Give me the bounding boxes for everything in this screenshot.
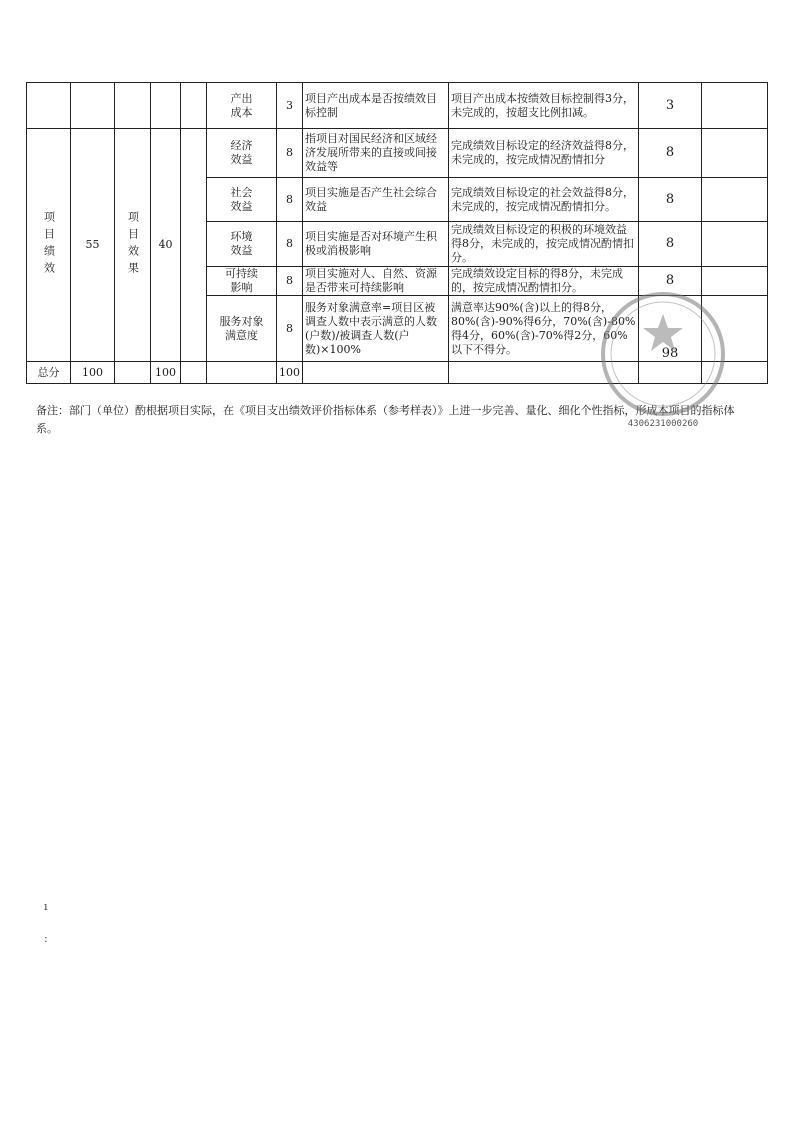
scoring-criteria-cell: 项目产出成本按绩效目标控制得3分，未完成的，按超支比例扣减。 [449, 83, 639, 129]
remarks-note: 备注：部门（单位）酌根据项目实际，在《项目支出绩效评价指标体系（参考样表）》上进一步完善、量化、细化个性指标，形成本项目的指标体系。 [36, 404, 735, 435]
weight-cell: 8 [277, 222, 303, 267]
scan-mark: ı [44, 900, 48, 913]
weight-cell: 8 [277, 178, 303, 222]
weight-cell: 8 [277, 267, 303, 296]
scan-mark: : [44, 932, 48, 945]
scoring-criteria-cell: 完成绩效目标设定的社会效益得8分，未完成的，按完成情况酌情扣分。 [449, 178, 639, 222]
table-row [27, 129, 768, 178]
sub-indicator-cell: 社会 效益 [207, 178, 277, 222]
weight-cell: 3 [277, 83, 303, 129]
table-row [27, 83, 768, 129]
score-cell: 8 [639, 178, 702, 222]
group-weight-40: 40 [151, 129, 181, 362]
group-label-effect: 项目效果 [115, 129, 151, 362]
total-label: 总分 [27, 362, 71, 384]
score-cell: 3 [639, 83, 702, 129]
sub-indicator-cell: 经济 效益 [207, 129, 277, 178]
total-weight-level1: 100 [71, 362, 115, 384]
total-weight-level2: 100 [151, 362, 181, 384]
indicator-description-cell: 项目实施对人、自然、资源是否带来可持续影响 [303, 267, 449, 296]
indicator-description-cell: 指项目对国民经济和区域经济发展所带来的直接或间接效益等 [303, 129, 449, 178]
indicator-description-cell: 项目实施是否产生社会综合效益 [303, 178, 449, 222]
weight-cell: 8 [277, 296, 303, 362]
group-label-performance: 项目绩效 [27, 129, 71, 362]
scoring-criteria-cell: 完成绩效目标设定的积极的环境效益得8分，未完成的，按完成情况酌情扣分。 [449, 222, 639, 267]
seal-number: 4306231000260 [627, 419, 699, 429]
indicator-description-cell: 项目产出成本是否按绩效目标控制 [303, 83, 449, 129]
sub-indicator-cell: 服务对象 满意度 [207, 296, 277, 362]
scoring-criteria-cell: 完成绩效目标设定的经济效益得8分，未完成的，按完成情况酌情扣分 [449, 129, 639, 178]
weight-cell: 8 [277, 129, 303, 178]
official-seal-stamp [588, 292, 738, 432]
indicator-description-cell: 项目实施是否对环境产生积极或消极影响 [303, 222, 449, 267]
sub-indicator-cell: 可持续 影响 [207, 267, 277, 296]
sub-indicator-cell: 环境 效益 [207, 222, 277, 267]
total-score-cell: 98 [639, 296, 702, 362]
sub-indicator-cell: 产出 成本 [207, 83, 277, 129]
scoring-criteria-cell: 满意率达90%(含)以上的得8分，80%(含)-90%得6分，70%(含)-80%得4分，60%(含)-70%得2分，60%以下不得分。 [449, 296, 639, 362]
score-cell: 8 [639, 267, 702, 296]
total-weight-level3: 100 [277, 362, 303, 384]
score-cell: 8 [639, 222, 702, 267]
indicator-description-cell: 服务对象满意率=项目区被调查人数中表示满意的人数(户数)/被调查人数(户数)×100% [303, 296, 449, 362]
scoring-criteria-cell: 完成绩效设定目标的得8分，未完成的，按完成情况酌情扣分。 [449, 267, 639, 296]
group-weight-55: 55 [71, 129, 115, 362]
score-cell: 8 [639, 129, 702, 178]
